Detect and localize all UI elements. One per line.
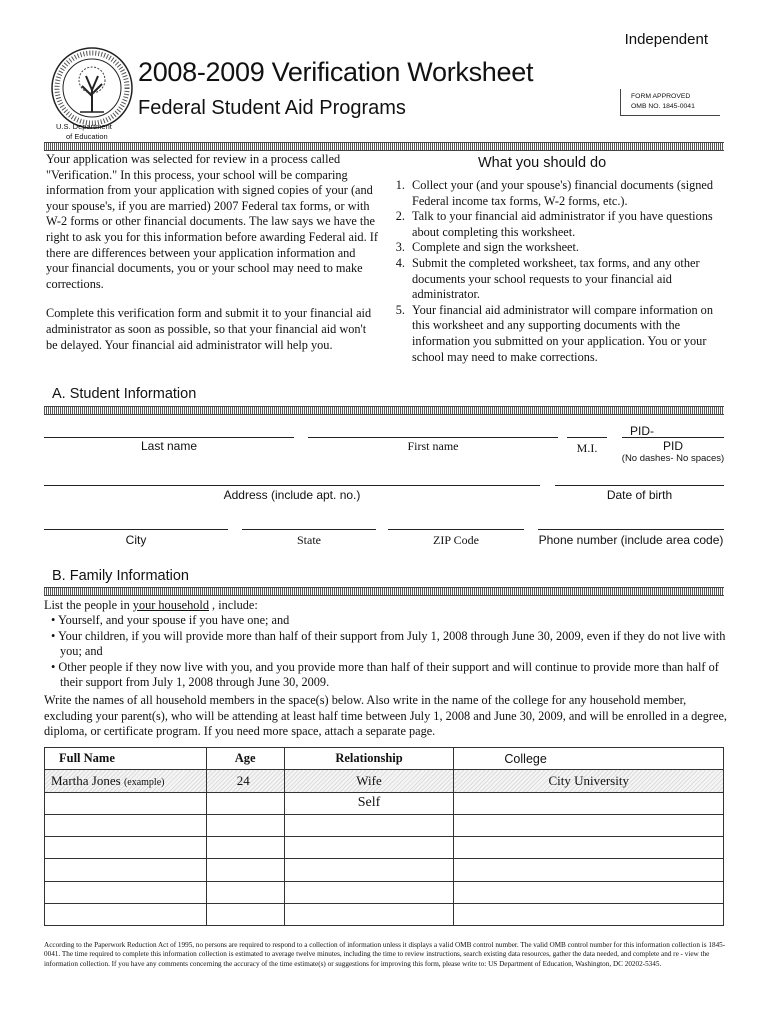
zip-label: ZIP Code (433, 533, 479, 547)
first-name-line[interactable] (308, 437, 558, 438)
bullet-text: Your children, if you will provide more than half of their support from July 1, 2008 through June 30, 2009, even if they do not live with you; and (57, 628, 726, 659)
pid-note: (No dashes- No spaces) (621, 453, 725, 464)
step-item: 3. Complete and sign the worksheet. (408, 240, 722, 256)
section-b-divider (44, 587, 724, 596)
phone-line[interactable] (538, 529, 724, 530)
table-row (45, 859, 724, 881)
state-line[interactable] (242, 529, 376, 530)
table-header-row (45, 748, 724, 770)
cell-name[interactable] (45, 904, 207, 926)
household-table (44, 747, 724, 926)
cell-relationship[interactable] (284, 881, 454, 903)
seal-caption-line1: U.S. Department (56, 122, 112, 131)
cell-college[interactable] (454, 814, 724, 836)
seal-caption (56, 122, 126, 142)
list-intro-pre: List the people in (44, 598, 130, 612)
cell-college[interactable] (454, 881, 724, 903)
pid-label: PID (662, 439, 683, 453)
cell-age[interactable] (206, 814, 284, 836)
cell-relationship[interactable] (284, 859, 454, 881)
intro-text (46, 152, 380, 353)
table-row-example (45, 770, 724, 792)
header-divider (44, 142, 724, 151)
section-a-title: A. Student Information (52, 386, 197, 402)
section-a-divider (44, 406, 724, 415)
zip-line[interactable] (388, 529, 524, 530)
what-to-do-heading: What you should do (478, 155, 607, 171)
city-line[interactable] (44, 529, 228, 530)
section-b-title: B. Family Information (52, 568, 189, 584)
table-row (45, 904, 724, 926)
cell-name[interactable] (45, 859, 207, 881)
step-item: 4. Submit the completed worksheet, tax forms, and any other documents your school requests to your financial aid administrator. (408, 256, 722, 303)
col-college: College (454, 748, 724, 770)
bullet-item: • Other people if they now live with you, and you provide more than half of their support and will continue to provide more than half of their support from July 1, 2008 through June 30, 2009. (51, 659, 719, 690)
dob-label: Date of birth (606, 488, 673, 502)
household-link: your household (132, 598, 209, 612)
table-row-self (45, 792, 724, 814)
self-relationship: Self (284, 792, 454, 814)
cell-name[interactable] (45, 792, 207, 814)
cell-college[interactable] (454, 859, 724, 881)
list-intro-post: , include: (212, 598, 258, 612)
pid-line[interactable] (622, 437, 724, 438)
example-name (45, 770, 207, 792)
cell-college[interactable] (454, 792, 724, 814)
cell-relationship[interactable] (284, 837, 454, 859)
cell-age[interactable] (206, 881, 284, 903)
example-name-text: Martha Jones (51, 772, 121, 788)
page-title: 2008-2009 Verification Worksheet (138, 57, 534, 87)
city-label: City (125, 533, 147, 547)
cell-age[interactable] (206, 859, 284, 881)
last-name-line[interactable] (44, 437, 294, 438)
cell-relationship[interactable] (284, 904, 454, 926)
form-approved-label: FORM APPROVED (631, 93, 691, 100)
cell-age[interactable] (206, 837, 284, 859)
address-line[interactable] (44, 485, 540, 486)
corner-label: Independent (624, 31, 708, 48)
col-relationship: Relationship (284, 748, 454, 770)
cell-college[interactable] (454, 904, 724, 926)
bullet-text: Yourself, and your spouse if you have one; and (57, 613, 290, 628)
table-row (45, 881, 724, 903)
what-to-do-list (388, 178, 722, 365)
first-name-label: First name (407, 439, 459, 453)
cell-college[interactable] (454, 837, 724, 859)
page-subtitle: Federal Student Aid Programs (138, 97, 406, 119)
table-row (45, 837, 724, 859)
col-full-name: Full Name (45, 748, 207, 770)
household-instructions: Write the names of all household members in the space(s) below. Also write in the name of the college for any household member, excluding your parent(s), who will be attending at least half time between July 1, 2008 and June 30, 2009, and will be enrolled in a degree, diploma, or certificate program. If you need more space, attach a separate page. (44, 693, 727, 739)
example-relationship: Wife (284, 770, 454, 792)
mi-label: M.I. (576, 441, 598, 455)
mi-line[interactable] (567, 437, 607, 438)
pid-prefix: PID- (630, 424, 654, 438)
dob-line[interactable] (555, 485, 724, 486)
step-item: 1. Collect your (and your spouse's) financial documents (signed Federal income tax forms, W-2 forms, etc.). (408, 178, 722, 209)
example-note: (example) (123, 776, 165, 788)
department-seal-icon (50, 46, 134, 130)
seal-caption-line2: of Education (66, 132, 108, 141)
bullet-text: Other people if they now live with you, and you provide more than half of their support and will continue to provide more than half of their support from July 1, 2008 through June 30, 2009. (58, 659, 719, 690)
bullet-item: • Your children, if you will provide more than half of their support from July 1, 2008 through June 30, 2009, even if they do not live with you; and (51, 628, 726, 659)
state-label: State (297, 533, 321, 547)
cell-age[interactable] (206, 904, 284, 926)
intro-paragraph-2: Complete this verification form and submit it to your financial aid administrator as soon as possible, so that your financial aid won't be delayed. Your financial aid administrator will help you. (46, 306, 372, 352)
last-name-label: Last name (140, 439, 198, 453)
omb-number: OMB NO. 1845-0041 (631, 103, 695, 110)
intro-paragraph-1: Your application was selected for review in a process called "Verification." In this process, your school will be comparing information from your application with signed copies of your (and your spouse's, if you are married) 2007 Federal tax forms, or with W-2 forms or other financial documents. The law says we have the right to ask you for this information before awarding Federal aid. If there are differences between your application information and your financial documents, you or your school may need to make corrections. (46, 152, 378, 291)
cell-name[interactable] (45, 881, 207, 903)
example-age: 24 (206, 770, 284, 792)
bullet-item: • Yourself, and your spouse if you have one; and (51, 613, 290, 628)
table-row (45, 814, 724, 836)
list-intro (44, 598, 728, 613)
omb-box (620, 89, 720, 116)
example-college: City University (454, 770, 724, 792)
family-instructions (44, 598, 728, 740)
cell-age[interactable] (206, 792, 284, 814)
address-label: Address (include apt. no.) (223, 488, 361, 502)
col-age: Age (206, 748, 284, 770)
step-item: 2. Talk to your financial aid administrator if you have questions about completing this worksheet. (408, 209, 722, 240)
cell-relationship[interactable] (284, 814, 454, 836)
cell-name[interactable] (45, 837, 207, 859)
step-item: 5. Your financial aid administrator will compare information on this worksheet and any supporting documents with the information you submitted on your application. You or your school may need to make corrections. (408, 303, 722, 365)
cell-name[interactable] (45, 814, 207, 836)
phone-label: Phone number (include area code) (538, 533, 724, 547)
paperwork-notice: According to the Paperwork Reduction Act of 1995, no persons are required to respond to a collection of information unless it displays a valid OMB control number. The valid OMB control number for this information collection is 1845-0041. The time required to complete this information collection is estimated to average twelve minutes, including the time to review instructions, search existing data resources, gather the data needed, and complete and re - view the information collection. If you have any comments concerning the accuracy of the time estimate(s) or suggestions for improving this form, please write to: US Department of Education, Washington, DC 20202-5345. (44, 941, 726, 968)
